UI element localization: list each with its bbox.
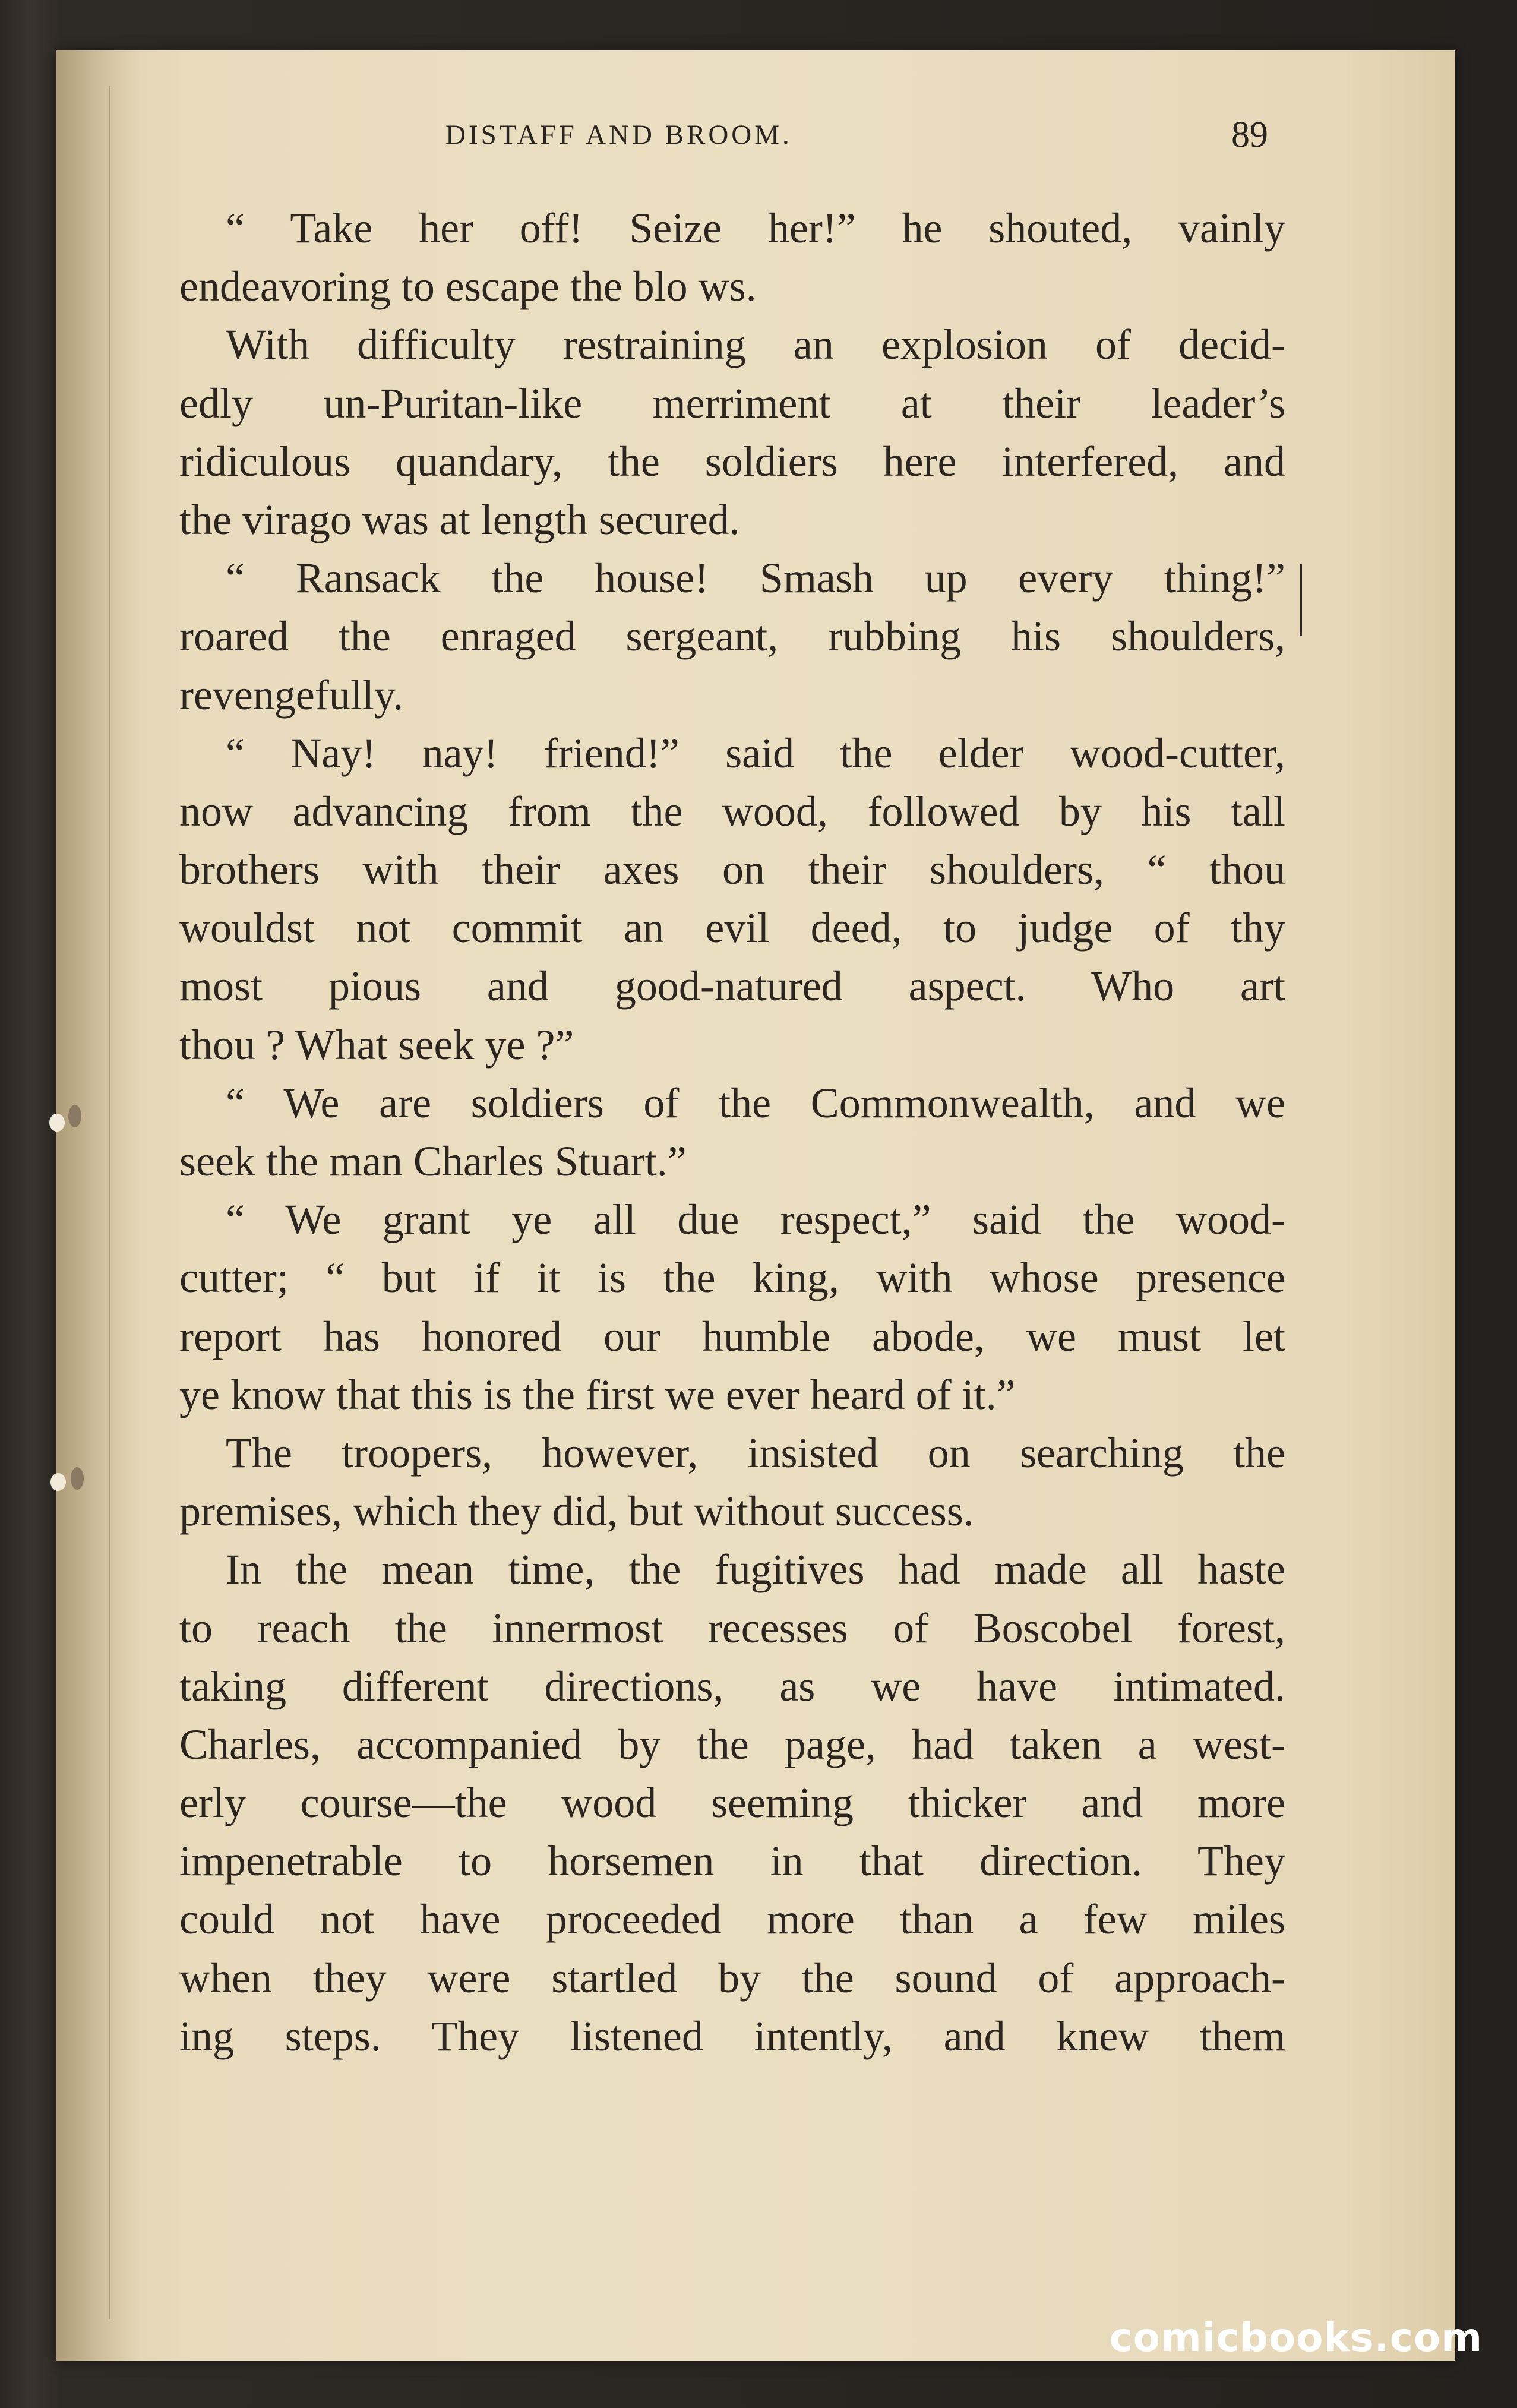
text-line: brothers with their axes on their shoulders, “ thou <box>179 846 1285 894</box>
binding-tear <box>49 1114 65 1132</box>
text-line: revengefully. <box>179 671 404 719</box>
text-line: most pious and good-natured aspect. Who art <box>179 962 1285 1010</box>
text-line: could not have proceeded more than a few miles <box>179 1895 1285 1944</box>
binding-hole <box>71 1467 84 1490</box>
text-line: now advancing from the wood, followed by his tall <box>179 787 1285 835</box>
text-line: “ We grant ye all due respect,” said the wood- <box>226 1196 1285 1244</box>
text-line: cutter; “ but if it is the king, with whose presence <box>179 1254 1285 1302</box>
text-line: ridiculous quandary, the soldiers here interfered, and <box>179 437 1285 485</box>
text-line: the virago was at length secured. <box>179 495 740 543</box>
binding-tear <box>50 1473 66 1491</box>
binding-hole <box>68 1105 81 1127</box>
page-gutter <box>56 50 140 2361</box>
watermark-text: comicbooks.com <box>1109 2315 1483 2360</box>
text-line: ye know that this is the first we ever heard of it.” <box>179 1370 1016 1418</box>
text-line: wouldst not commit an evil deed, to judge of thy <box>179 904 1285 952</box>
gutter-fold-line <box>109 86 110 2319</box>
text-line: premises, which they did, but without success. <box>179 1487 974 1535</box>
text-line: roared the enraged sergeant, rubbing his shoulders, <box>179 612 1285 661</box>
text-line: “ Ransack the house! Smash up every thing!” <box>226 554 1285 602</box>
text-line: to reach the innermost recesses of Boscobel forest, <box>179 1604 1285 1652</box>
text-line: “ We are soldiers of the Commonwealth, and we <box>226 1079 1285 1127</box>
text-line: The troopers, however, insisted on searching the <box>226 1429 1285 1477</box>
text-line: when they were startled by the sound of approach- <box>179 1954 1285 2002</box>
text-line: report has honored our humble abode, we must let <box>179 1312 1285 1360</box>
text-line: seek the man Charles Stuart.” <box>179 1137 687 1185</box>
text-line: taking different directions, as we have intimated. <box>179 1662 1285 1710</box>
text-line: With difficulty restraining an explosion of decid- <box>226 321 1285 369</box>
text-line: endeavoring to escape the blo ws. <box>179 263 757 311</box>
text-line: ing steps. They listened intently, and knew them <box>179 2012 1285 2060</box>
text-line: Charles, accompanied by the page, had taken a west- <box>179 1720 1285 1768</box>
body-text <box>179 199 1285 2065</box>
text-line: erly course—the wood seeming thicker and more <box>179 1779 1285 1827</box>
text-line: “ Nay! nay! friend!” said the elder wood-cutter, <box>226 729 1285 777</box>
running-head-title: DISTAFF AND BROOM. <box>445 119 792 150</box>
text-line: thou ? What seek ye ?” <box>179 1020 574 1069</box>
text-line: impenetrable to horsemen in that direction. They <box>179 1837 1285 1885</box>
text-line: edly un-Puritan-like merriment at their leader’s <box>179 379 1285 427</box>
text-line: “ Take her off! Seize her!” he shouted, vainly <box>226 204 1285 252</box>
page-number: 89 <box>1231 115 1268 155</box>
text-line: In the mean time, the fugitives had made all haste <box>226 1546 1285 1594</box>
margin-mark <box>1300 564 1302 636</box>
